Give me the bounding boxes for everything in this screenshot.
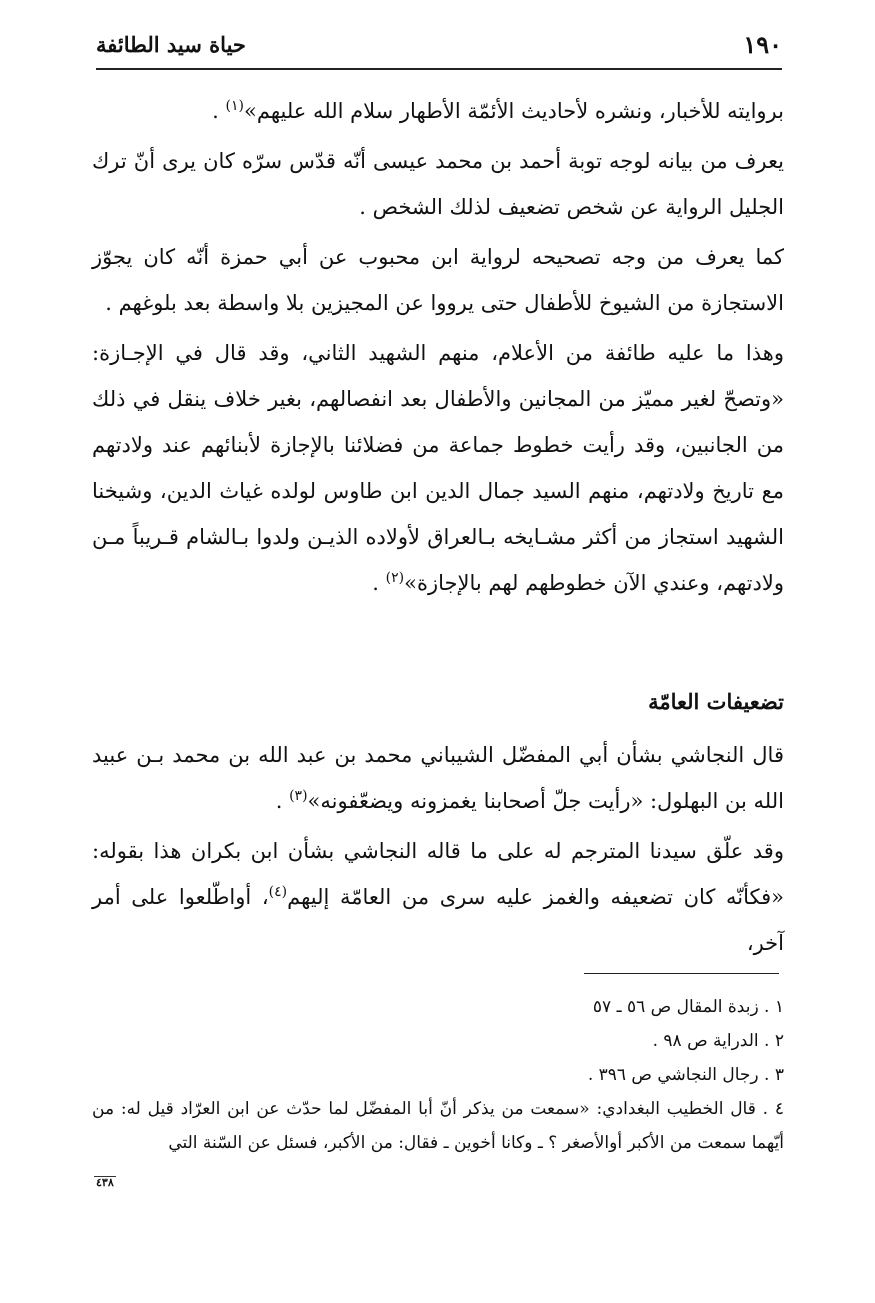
book-title: حياة سيد الطائفة — [96, 32, 246, 57]
footnote-2: ٢ . الدراية ص ٩٨ . — [652, 1031, 784, 1051]
paragraph-3: كما يعرف من وجه تصحيحه لرواية ابن محبوب عن أبي حمزة أنّه كان يجوّز الاستجازة من الشيوخ للأطفال حتى يرووا عن المجيزين بلا واسطة بعد بلوغهم . — [92, 245, 784, 315]
footnote-4: ٤ . قال الخطيب البغدادي: «سمعت من يذكر أنّ أبا المفضّل لما حدّث عن ابن العرّاد قيل له: من أيّهما سمعت من الأكبر أوالأصغر ؟ ـ وكانا أخوين ـ فقال: من الأكبر، فسئل عن السّنة التي — [92, 1099, 784, 1153]
page-number: ١٩٠ — [743, 30, 782, 59]
paragraph-1: بروايته للأخبار، ونشره لأحاديث الأئمّة الأطهار سلام الله عليهم»$^{(١)}$ . — [212, 98, 784, 123]
section-public-weakenings — [92, 680, 784, 966]
header-rule — [96, 68, 782, 70]
paragraph-5: قال النجاشي بشأن أبي المفضّل الشيباني محمد بن عبد الله بن محمد بـن عبيد الله بن البهلول: «رأيت جلّ أصحابنا يغمزونه ويضعّفونه»$^{(٣)}$ . — [92, 743, 784, 813]
footnotes — [92, 990, 784, 1160]
footnote-1: ١ . زبدة المقال ص ٥٦ ـ ٥٧ — [592, 997, 784, 1017]
paragraph-2: يعرف من بيانه لوجه توبة أحمد بن محمد عيسى أنّه قدّس سرّه كان يرى أنّ ترك الجليل الرواية عن شخص تضعيف لذلك الشخص . — [92, 149, 784, 219]
footnote-ref-1[interactable]: (١) — [225, 98, 244, 114]
continuation-mark: ٤٣٨ — [96, 1176, 114, 1189]
footnote-separator — [584, 973, 779, 974]
section-heading: تضعيفات العامّة — [648, 689, 784, 714]
paragraph-6: وقد علّق سيدنا المترجم له على ما قاله النجاشي بشأن ابن بكران هذا بقوله: «فكأنّه كان تضعيفه والغمز عليه سرى من العامّة إليهم$^{(٤)}$، أواطّلعوا على أمر آخر، — [92, 839, 785, 955]
footnote-ref-2[interactable]: (٢) — [385, 570, 405, 586]
footnote-ref-4[interactable]: (٤) — [268, 884, 288, 900]
footnote-ref-3[interactable]: (٣) — [289, 788, 308, 804]
main-text — [92, 88, 784, 606]
running-header — [96, 26, 782, 70]
footnote-3: ٣ . رجال النجاشي ص ٣٩٦ . — [587, 1065, 784, 1085]
paragraph-4: وهذا ما عليه طائفة من الأعلام، منهم الشهيد الثاني، وقد قال في الإجـازة: «وتصحّ لغير مميّز من المجانين والأطفال بعد انفصالهم، بغير خلاف ينقل في ذلك من الجانبين، وقد رأيت خطوط جماعة من فضلائنا بالإجازة لأبنائهم عند ولادتهم مع تاريخ ولادتهم، منهم السيد جمال الدين ابن طاوس لولده غياث الدين، وشيخنا الشهيد استجاز من أكثر مشـايخه بـالعراق لأولاده الذيـن ولدوا بـالشام قـريباً مـن ولادتهم، وعندي الآن خطوطهم لهم بالإجازة»$^{(٢)}$ . — [92, 341, 784, 595]
